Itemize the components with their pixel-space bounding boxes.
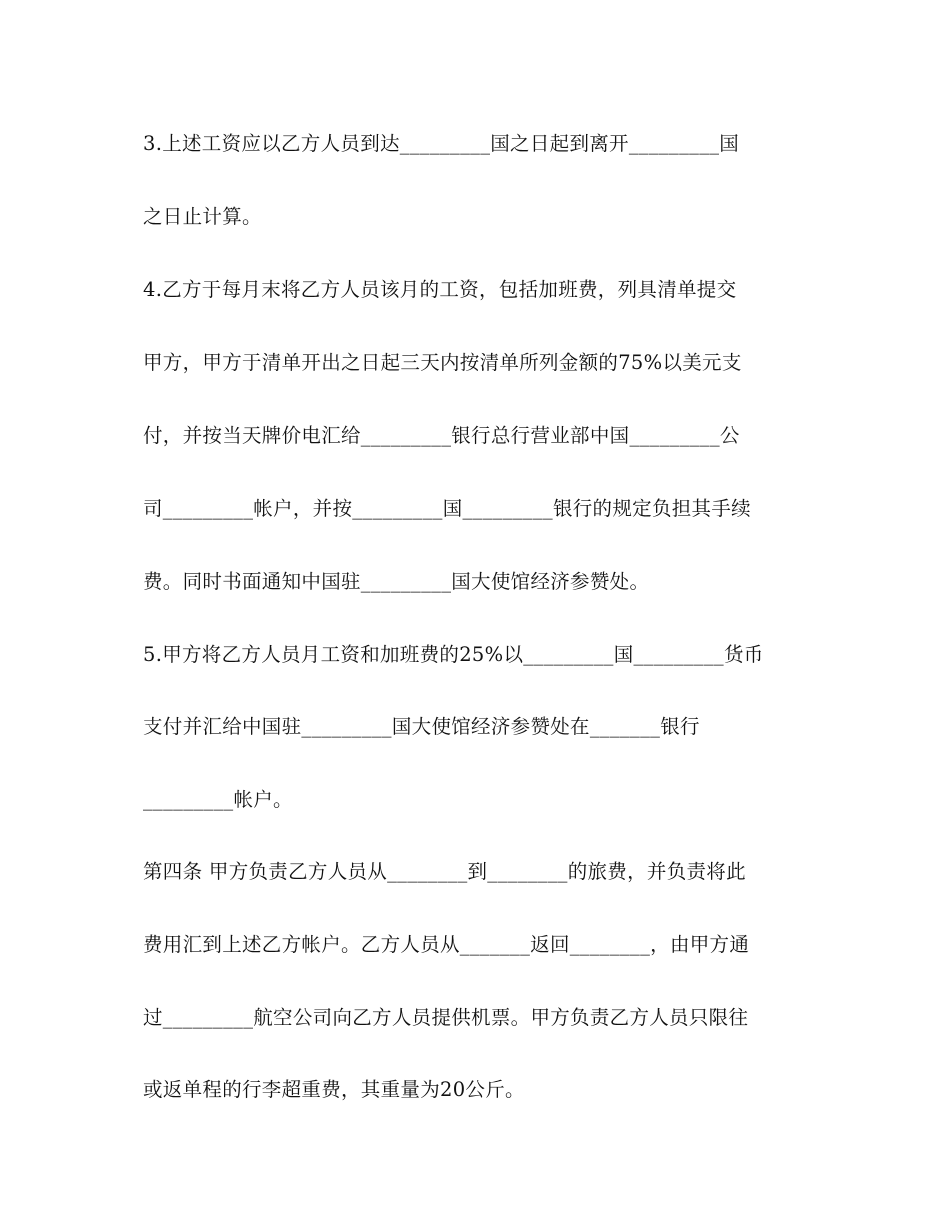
- text-line: 5.甲方将乙方人员月工资和加班费的25%以_________国_________货币: [143, 643, 764, 666]
- text-line: _________帐户。: [143, 788, 293, 811]
- text-line: 或返单程的行李超重费，其重量为20公斤。: [143, 1078, 525, 1101]
- text-line: 之日止计算。: [143, 205, 262, 228]
- text-line: 费用汇到上述乙方帐户。乙方人员从_______返回________，由甲方通: [143, 933, 750, 956]
- text-line: 3.上述工资应以乙方人员到达_________国之日起到离开_________国: [143, 132, 740, 155]
- text-line: 甲方，甲方于清单开出之日起三天内按清单所列金额的75%以美元支: [143, 351, 742, 374]
- text-line: 司_________帐户，并按_________国_________银行的规定负担其手续: [143, 497, 751, 520]
- text-line: 第四条 甲方负责乙方人员从________到________的旅费，并负责将此: [143, 860, 746, 883]
- text-line: 过_________航空公司向乙方人员提供机票。甲方负责乙方人员只限往: [143, 1006, 749, 1029]
- text-line: 费。同时书面通知中国驻_________国大使馆经济参赞处。: [143, 570, 650, 593]
- text-line: 4.乙方于每月末将乙方人员该月的工资，包括加班费，列具清单提交: [143, 278, 737, 301]
- text-line: 付，并按当天牌价电汇给_________银行总行营业部中国_________公: [143, 424, 740, 447]
- text-line: 支付并汇给中国驻_________国大使馆经济参赞处在_______银行: [143, 715, 700, 738]
